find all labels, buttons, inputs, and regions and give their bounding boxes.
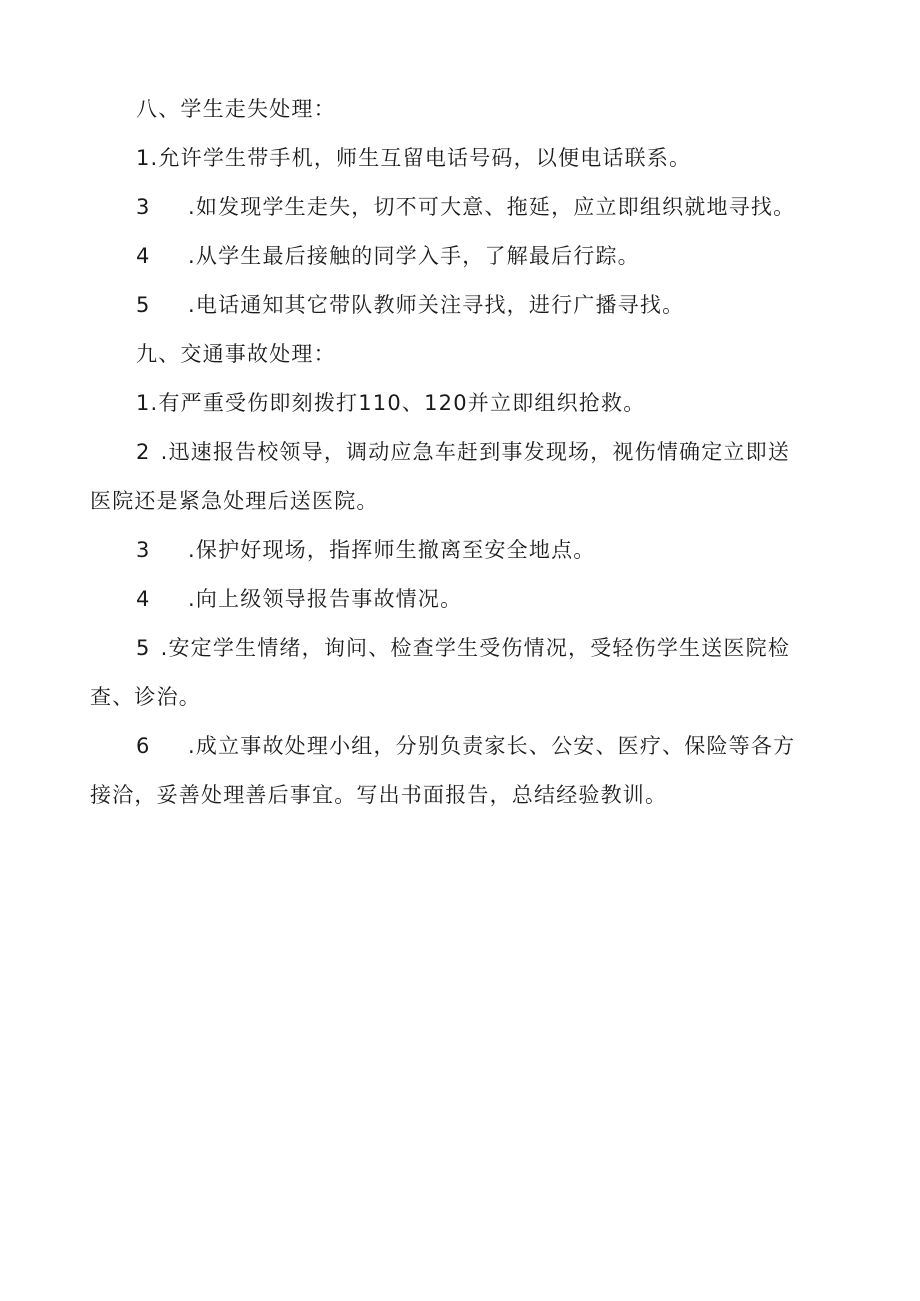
item-marker: 5 xyxy=(136,636,151,660)
list-item xyxy=(136,732,795,760)
item-marker: 1. xyxy=(136,391,159,415)
item-text: .成立事故处理小组，分别负责家长、公安、医疗、保险等各方 xyxy=(188,734,796,758)
item-marker: 4 xyxy=(136,244,151,268)
item-continuation: 接洽，妥善处理善后事宜。写出书面报告，总结经验教训。 xyxy=(90,783,668,807)
item-marker: 6 xyxy=(136,734,151,758)
item-text: .保护好现场，指挥师生撤离至安全地点。 xyxy=(188,538,596,562)
item-text: .电话通知其它带队教师关注寻找，进行广播寻找。 xyxy=(188,293,685,317)
item-text: 允许学生带手机，师生互留电话号码，以便电话联系。 xyxy=(158,146,692,170)
item-marker: 3 xyxy=(136,538,151,562)
item-continuation: 查、诊治。 xyxy=(90,685,201,709)
item-text: 有严重受伤即刻拨打110、120并立即组织抢救。 xyxy=(158,391,646,415)
item-text: .安定学生情绪，询问、检查学生受伤情况，受轻伤学生送医院检 xyxy=(160,636,791,660)
item-continuation: 医院还是紧急处理后送医院。 xyxy=(90,489,379,513)
item-marker: 1. xyxy=(136,146,159,170)
list-item xyxy=(136,585,462,613)
list-item xyxy=(136,389,645,417)
list-item xyxy=(136,193,795,221)
item-marker: 2 xyxy=(136,440,151,464)
item-marker: 5 xyxy=(136,293,151,317)
section-heading-8: 八、学生走失处理： xyxy=(136,97,336,121)
item-text: .向上级领导报告事故情况。 xyxy=(188,587,463,611)
item-marker: 4 xyxy=(136,587,151,611)
list-item xyxy=(136,242,640,270)
list-item xyxy=(136,291,684,319)
item-text: .如发现学生走失，切不可大意、拖延，应立即组织就地寻找。 xyxy=(188,195,796,219)
item-text: .迅速报告校领导，调动应急车赶到事发现场，视伤情确定立即送 xyxy=(160,440,791,464)
section-heading-9: 九、交通事故处理： xyxy=(136,342,336,366)
list-item xyxy=(136,144,691,172)
list-item xyxy=(136,634,790,662)
list-item xyxy=(136,438,790,466)
list-item xyxy=(136,536,595,564)
item-text: .从学生最后接触的同学入手，了解最后行踪。 xyxy=(188,244,640,268)
item-marker: 3 xyxy=(136,195,151,219)
